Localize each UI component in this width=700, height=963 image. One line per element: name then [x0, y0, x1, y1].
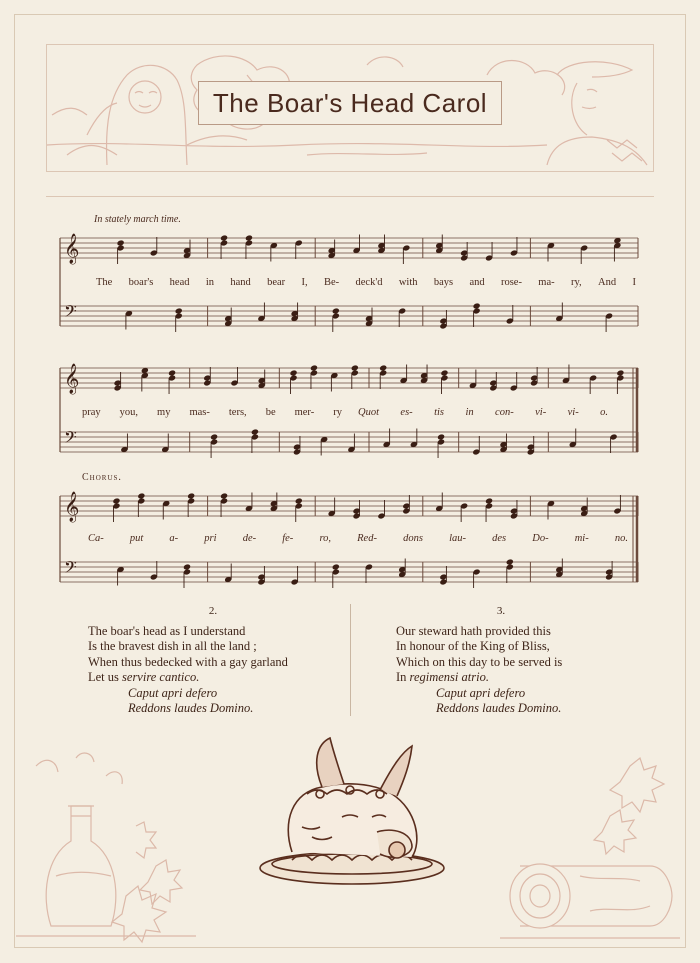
system-1-treble-clef: 𝄞	[64, 234, 80, 264]
lyric-syllable: Quot	[358, 407, 379, 418]
lyric-syllable: o.	[600, 407, 608, 418]
lyric-syllable: in	[205, 277, 214, 288]
lyric-syllable: with	[398, 277, 418, 288]
lyric-syllable: Do-	[532, 533, 549, 544]
treble-note	[117, 239, 125, 246]
bass-note	[175, 307, 183, 314]
verse-3-refrain: Caput apri defero	[436, 685, 526, 700]
treble-note	[351, 364, 359, 371]
verse-3-refrain: Reddons laudes Domino.	[436, 701, 562, 715]
lyric-syllable: vi-	[535, 407, 547, 418]
bass-note	[332, 563, 340, 570]
lyric-syllable: des	[492, 533, 507, 544]
treble-note	[485, 497, 493, 504]
system-1-bass-clef: 𝄢	[64, 301, 77, 325]
verse-2-refrain: Reddons laudes Domino.	[128, 701, 254, 715]
treble-note	[220, 234, 228, 241]
verse-2-line: Is the bravest dish in all the land ;	[88, 639, 257, 653]
lyric-syllable: mas-	[189, 407, 210, 418]
lyric-syllable: de-	[242, 533, 257, 544]
treble-note	[187, 492, 195, 499]
lyrics-line-2a	[82, 407, 342, 418]
lyrics-line-3	[88, 533, 628, 544]
verse-2	[88, 604, 338, 717]
lyric-syllable: And	[598, 277, 617, 288]
lyric-syllable: pri	[204, 533, 217, 544]
lyric-syllable: es-	[400, 407, 413, 418]
lyric-syllable: and	[469, 277, 485, 288]
treble-note	[310, 364, 318, 371]
lyric-syllable: bays	[433, 277, 454, 288]
treble-note	[112, 497, 120, 504]
bass-note	[251, 428, 259, 435]
treble-note	[379, 364, 387, 371]
lyric-syllable: ters,	[228, 407, 247, 418]
boars-head-illustration	[252, 732, 452, 892]
verse-2-number: 2.	[208, 605, 218, 617]
page-title: The Boar's Head Carol	[212, 87, 488, 118]
lyric-syllable: a-	[169, 533, 179, 544]
lyric-syllable: my	[157, 407, 171, 418]
lyrics-line-2b	[358, 407, 608, 418]
lyric-syllable: fe-	[282, 533, 294, 544]
bass-note	[332, 307, 340, 314]
verse-3-line4-italic: regimensi atrio.	[409, 670, 489, 684]
verse-3-line: In honour of the King of Bliss,	[396, 639, 550, 653]
bass-note	[183, 563, 191, 570]
treble-note	[295, 497, 303, 504]
lyric-syllable: lau-	[449, 533, 466, 544]
lyric-syllable: ry,	[570, 277, 582, 288]
lyric-syllable: no.	[614, 533, 628, 544]
lyric-syllable: The	[96, 277, 113, 288]
lyric-syllable: mi-	[574, 533, 589, 544]
lyric-syllable: I,	[301, 277, 308, 288]
lyric-syllable: in	[465, 407, 474, 418]
treble-note	[137, 492, 145, 499]
treble-note	[245, 234, 253, 241]
lyric-syllable: ro,	[319, 533, 332, 544]
treble-note	[220, 492, 228, 499]
lyric-syllable: hand	[230, 277, 251, 288]
treble-note	[168, 369, 176, 376]
lyric-syllable: dons	[403, 533, 423, 544]
bass-note	[473, 302, 481, 309]
verse-divider	[350, 604, 351, 716]
system-3-treble-clef: 𝄞	[64, 492, 80, 522]
bass-note	[210, 433, 218, 440]
treble-note	[289, 369, 297, 376]
verse-3-line: Our steward hath provided this	[396, 623, 551, 638]
lyric-syllable: vi-	[567, 407, 579, 418]
verse-2-line4-plain: Let us	[88, 670, 123, 684]
tempo-marking: In stately march time.	[94, 214, 181, 225]
lyric-syllable: you,	[119, 407, 139, 418]
verse-3-line4-plain: In	[396, 670, 410, 684]
verse-3-line	[396, 670, 606, 686]
system-2-treble-clef: 𝄞	[64, 364, 80, 394]
lyric-syllable: deck'd	[355, 277, 383, 288]
lyric-syllable: Ca-	[88, 533, 104, 544]
verse-3-number: 3.	[496, 605, 506, 617]
lyric-syllable: boar's	[128, 277, 154, 288]
verse-2-line: The boar's head as I understand	[88, 623, 246, 638]
lyric-syllable: tis	[434, 407, 445, 418]
lyric-syllable: put	[129, 533, 144, 544]
verse-2-refrain: Caput apri defero	[128, 685, 218, 700]
lyric-syllable: I	[632, 277, 636, 288]
verse-2-line: When thus bedecked with a gay garland	[88, 654, 288, 669]
verse-2-line4-italic: servire cantico.	[122, 670, 200, 684]
lyric-syllable: head	[169, 277, 190, 288]
lyric-syllable: be	[265, 407, 276, 418]
lyric-syllable: mer-	[294, 407, 315, 418]
bass-note	[506, 558, 514, 565]
lyrics-line-1	[96, 277, 636, 288]
lyric-syllable: Red-	[357, 533, 377, 544]
verse-3-line: Which on this day to be served is	[396, 654, 563, 669]
lyric-syllable: rose-	[500, 277, 522, 288]
treble-note	[440, 369, 448, 376]
system-2-bass-clef: 𝄢	[64, 427, 77, 451]
chorus-label: Chorus.	[82, 472, 122, 483]
bottle-holly-illustration	[16, 746, 196, 946]
verse-3	[396, 604, 606, 717]
lyric-syllable: Be-	[324, 277, 340, 288]
lyric-syllable: ma-	[538, 277, 555, 288]
treble-note	[616, 369, 624, 376]
lyric-syllable: con-	[495, 407, 514, 418]
lyric-syllable: bear	[267, 277, 286, 288]
bass-note	[437, 433, 445, 440]
verse-2-line	[88, 670, 338, 686]
lyric-syllable: ry	[333, 407, 342, 418]
lyric-syllable: pray	[82, 407, 101, 418]
system-3-bass-clef: 𝄢	[64, 557, 77, 581]
yule-log-holly-illustration	[500, 746, 680, 946]
